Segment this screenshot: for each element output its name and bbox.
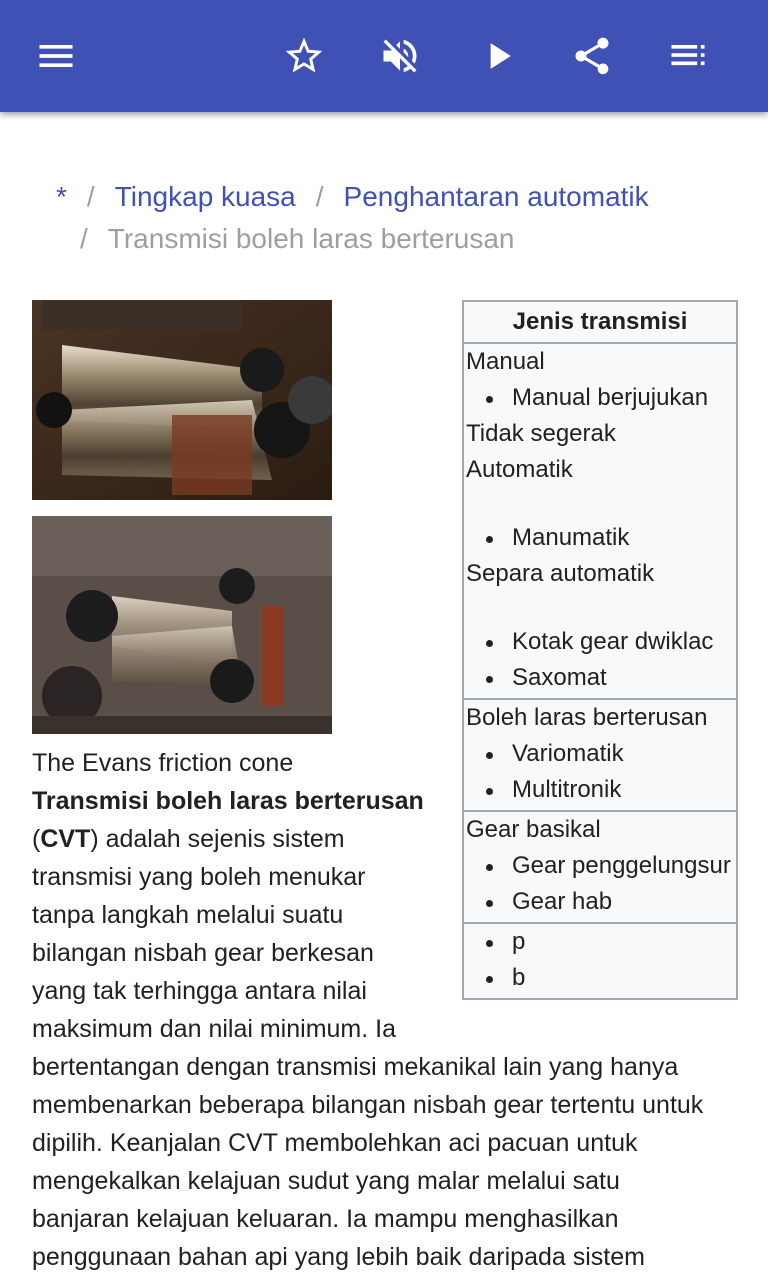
breadcrumb-item-tingkap-kuasa[interactable]: Tingkap kuasa xyxy=(114,181,296,212)
infobox-section-manual xyxy=(464,344,736,700)
infobox-link[interactable]: Boleh laras berterusan xyxy=(466,704,708,731)
infobox-list-item[interactable]: Manumatik xyxy=(464,520,736,556)
infobox-section-cvt xyxy=(464,700,736,812)
infobox-link[interactable]: Gear basikal xyxy=(466,816,601,843)
evans-friction-cone-photo-2[interactable] xyxy=(32,516,332,734)
article-line: mengekalkan kelajuan sudut yang malar melalui satu xyxy=(32,1167,620,1195)
infobox-section-misc xyxy=(464,924,736,998)
infobox-list-item[interactable]: Gear hab xyxy=(464,884,736,920)
article-line: bilangan nisbah gear berkesan xyxy=(32,939,374,967)
infobox-list-item[interactable]: p xyxy=(464,924,736,960)
article-line: dipilih. Keanjalan CVT membolehkan aci pacuan untuk xyxy=(32,1129,638,1157)
infobox-list-item[interactable]: b xyxy=(464,960,736,996)
transmission-types-infobox xyxy=(462,300,738,1000)
article-text: ) adalah sejenis sistem xyxy=(90,825,345,853)
breadcrumb-item-root[interactable]: * xyxy=(56,181,67,212)
infobox-list-item[interactable]: Multitronik xyxy=(464,772,736,808)
article-line: transmisi yang boleh menukar xyxy=(32,863,366,891)
infobox-list-item[interactable]: Saxomat xyxy=(464,660,736,696)
breadcrumb-line xyxy=(56,176,649,218)
breadcrumb-separator: / xyxy=(86,181,95,212)
article-line: (CVT) adalah sejenis sistem xyxy=(32,825,345,853)
infobox-link[interactable]: Manual xyxy=(466,348,545,375)
breadcrumb-line xyxy=(80,218,514,260)
volume-off-icon[interactable] xyxy=(374,30,426,82)
infobox-list-item[interactable]: Variomatik xyxy=(464,736,736,772)
share-icon[interactable] xyxy=(566,30,618,82)
article-line: penggunaan bahan api yang lebih baik daripada sistem xyxy=(32,1243,645,1271)
infobox-title: Jenis transmisi xyxy=(464,302,736,344)
article-bold-term: Transmisi boleh laras berterusan xyxy=(32,787,424,815)
article-line: yang tak terhingga antara nilai xyxy=(32,977,367,1005)
infobox-section-gear xyxy=(464,812,736,924)
infobox-link[interactable]: Tidak segerak xyxy=(466,420,616,447)
breadcrumb-item-penghantaran-automatik[interactable]: Penghantaran automatik xyxy=(343,181,649,212)
play-icon[interactable] xyxy=(472,30,524,82)
article-line: maksimum dan nilai minimum. Ia xyxy=(32,1015,396,1043)
playlist-icon[interactable] xyxy=(662,30,714,82)
breadcrumb-separator: / xyxy=(80,223,88,254)
breadcrumb-separator: / xyxy=(315,181,324,212)
hamburger-menu-icon[interactable] xyxy=(30,30,82,82)
article-line: bertentangan dengan transmisi mekanikal lain yang hanya xyxy=(32,1053,679,1081)
star-icon[interactable] xyxy=(278,30,330,82)
infobox-list-item[interactable]: Gear penggelungsur xyxy=(464,848,736,884)
article-line: membenarkan beberapa bilangan nisbah gear tertentu untuk xyxy=(32,1091,704,1119)
infobox-link[interactable]: Automatik xyxy=(466,456,573,483)
article-line xyxy=(32,782,424,820)
infobox-list-item[interactable]: Manual berjujukan xyxy=(464,380,736,416)
article-line: banjaran kelajuan keluaran. Ia mampu menghasilkan xyxy=(32,1205,619,1233)
evans-friction-cone-photo-1[interactable] xyxy=(32,300,332,500)
article-line: tanpa langkah melalui suatu xyxy=(32,901,344,929)
infobox-link[interactable]: Separa automatik xyxy=(466,560,655,587)
article-abbr: CVT xyxy=(40,825,91,853)
image-caption: The Evans friction cone xyxy=(32,749,294,777)
app-bar xyxy=(0,0,768,112)
breadcrumb-current: Transmisi boleh laras berterusan xyxy=(107,223,515,254)
infobox-list-item[interactable]: Kotak gear dwiklac xyxy=(464,624,736,660)
